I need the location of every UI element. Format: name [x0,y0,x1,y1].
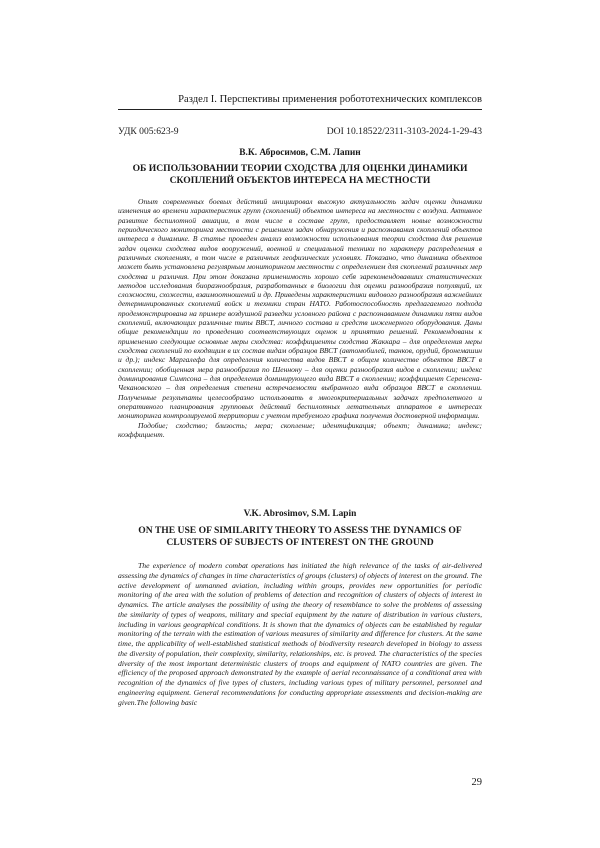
en-abstract-text: The experience of modern combat operations has initiated the high relevance of the tasks of air-delivered assessing the dynamics of changes in time characteristics of groups (clusters) of objects of interest on the ground. The active development of unmanned aviation, including within groups, provides new opportunities for periodic monitoring of the area with the solution of problems of detection and recognition of clusters of objects of interest in dynamics. The article analyses the possibility of using the theory of resemblance to solve the problems of assessing the similarity of types of weapons, military and special equipment by the nature of distribution in various clusters, including in various geographical conditions. It is shown that the dynamics of objects can be established by regular monitoring of the terrain with the estimation of various measures of similarity and difference for clusters. At the same time, the applicability of well-established statistical methods of biodiversity research developed in biology to assess the diversity of population, their complexity, similarity, relationships, etc. is proved. The characteristics of the species diversity of the most important deterministic clusters of troops and equipment of NATO countries are given. The efficiency of the proposed approach demonstrated by the example of aerial reconnaissance of a conditional area with recognition of the dynamics of five types of clusters, including various types of military personnel, personnel and engineering equipment. General recommendations for conducting appropriate assessments and decision-making are given.The following basic [118,561,482,707]
article-meta [118,126,482,138]
en-title [118,525,482,550]
page-number: 29 [471,777,482,788]
ru-authors: В.К. Абросимов, С.М. Лапин [239,148,361,158]
ru-title-line-2: СКОПЛЕНИЙ ОБЪЕКТОВ ИНТЕРЕСА НА МЕСТНОСТИ [169,175,431,187]
ru-title [118,163,482,188]
ru-keywords: Подобие; сходство; близость; мера; скопление; идентификация; объект; динамика; индекс; коэффициент. [118,420,482,439]
running-head: Раздел I. Перспективы применения робототехнических комплексов [178,94,482,105]
ru-abstract-text: Опыт современных боевых действий инициировал высокую актуальность задач оценки динамики изменения во времени характеристик групп (скоплений) объектов интереса на местности с воздуха. Активное развитие беспилотной авиации, в том числе в составе групп, предоставляет новые возможности периодического мониторинга местности с решением задач обнаружения и распознавания скоплений объектов интереса в динамике. В статье проведен анализ возможности использования теории сходства для решения задач оценки сходства видов вооружений, военной и специальной техники по характеру распределения в различных скоплениях, в том числе в различных геофизических условиях. Показано, что динамика объектов может быть установлена регулярным мониторингом местности с определением для скоплений различных мер сходства и различия. При этом доказана применимость хорошо себя зарекомендовавших статистических методов исследования биоразнообразия, разработанных в биологии для оценки разнообразия популяций, их сложности, схожести, взаимоотношений и др. Приведены характеристики видового разнообразия важнейших детерминированных скоплений войск и техники стран НАТО. Работоспособность предлагаемого подхода продемонстрирована на примере воздушной разведки условного района с распознаванием динамики пяти видов скоплений, включающих различные типы ВВСТ, личного состава и средств инженерного оборудования. Даны общие рекомендации по проведению соответствующих оценок и принятию решений. Рекомендованы к применению следующие основные меры сходства: коэффициенты сходства Жаккара – для определения меры сходства скоплений по входящим в их состав видам образцов ВВСТ (автомобилей, танков, орудий, бронемашин и др.); индекс Маргалефа для определения количества видов ВВСТ в общем количестве объектов ВВСТ в скоплении; обобщенная мера разнообразия по Шеннону – для оценки разнообразия видов в скоплении; индекс доминирования Симпсона – для определения доминирующего вида ВВСТ в скоплении; коэффициент Серенсена-Чекановского – для определения степени встречаемости выбранного вида образцов ВВСТ в скоплении. Полученные результаты целесообразно использовать в многокритериальных задачах предполетного и оперативного планирования групповых действий беспилотных летательных аппаратов в интересах мониторинга контролируемой территории с учетом требуемого графика получения достоверной информации. [118,197,482,421]
udc-code: УДК 005:623-9 [118,126,179,137]
ru-abstract [118,197,482,439]
header-rule [118,109,482,110]
doi-link[interactable]: DOI 10.18522/2311-3103-2024-1-29-43 [326,126,482,137]
ru-title-line-1: ОБ ИСПОЛЬЗОВАНИИ ТЕОРИИ СХОДСТВА ДЛЯ ОЦЕНКИ ДИНАМИКИ [132,163,468,174]
en-title-line-2: CLUSTERS OF SUBJECTS OF INTEREST ON THE GROUND [166,537,434,549]
en-abstract [118,561,482,707]
en-title-line-1: ON THE USE OF SIMILARITY THEORY TO ASSESS THE DYNAMICS OF [138,525,462,536]
en-authors: V.K. Abrosimov, S.M. Lapin [243,509,357,519]
